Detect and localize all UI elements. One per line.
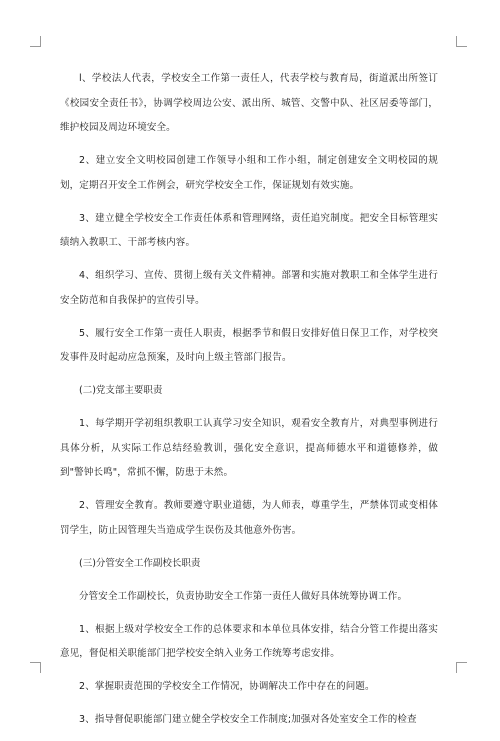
paragraph: 分管安全工作副校长，负责协助安全工作第一责任人做好具体统筹协调工作。 [79, 590, 408, 602]
crop-mark-top-right [456, 36, 467, 47]
crop-mark-top-left [30, 36, 41, 47]
paragraph: 3、指导督促职能部门建立健全学校安全工作制度;加强对各处室安全工作的检查 [79, 714, 417, 725]
paragraph: 2、管理安全教育。教师要遵守职业道德，为人师表，尊重学生，严禁体罚或变相体罚学生，防止因管理失当造成学生误伤及其他意外伤害。 [60, 500, 438, 536]
paragraph: 5、履行安全工作第一责任人职责，根据季节和假日安排好值日保卫工作，对学校突发事件及时起动应急预案，及时向上级主管部门报告。 [60, 327, 438, 363]
paragraph: 2、建立安全文明校园创建工作领导小组和工作小组，制定创建安全文明校园的规划，定期召开安全工作例会，研究学校安全工作，保证规划有效实施。 [60, 155, 438, 191]
section-heading: (二)党支部主要职责 [79, 385, 163, 396]
paragraph: 3、建立健全学校安全工作责任体系和管理网络，责任追究制度。把安全目标管理实绩纳入教职工、干部考核内容。 [60, 212, 438, 248]
paragraph: l、学校法人代表，学校安全工作第一责任人，代表学校与教育局，街道派出所签订《校园安全责任书》，协调学校周边公安、派出所、城管、交警中队、社区居委等部门，维护校园及周边环境安全。 [60, 73, 438, 133]
document-body [60, 67, 438, 741]
paragraph: 2、掌握职责范围的学校安全工作情况，协调解决工作中存在的问题。 [79, 681, 375, 692]
paragraph: 1、根据上级对学校安全工作的总体要求和本单位具体安排，结合分管工作提出落实意见，督促相关职能部门把学校安全纳入业务工作统筹考虑安排。 [60, 623, 438, 659]
crop-mark-bottom-right [456, 662, 467, 673]
crop-mark-bottom-left [30, 662, 41, 673]
paragraph: 4、组织学习、宣传、贯彻上级有关文件精神。部署和实施对教职工和全体学生进行安全防范和自我保护的宣传引导。 [60, 270, 438, 306]
section-heading: (三)分管安全工作副校长职责 [79, 557, 201, 569]
paragraph: 1、每学期开学初组织教职工认真学习安全知识，观看安全教育片，对典型事例进行具体分析，从实际工作总结经验教训，强化安全意识，提高师德水平和道德修养，做到"警钟长鸣"，常抓不懈，防患于未然。 [60, 418, 438, 478]
